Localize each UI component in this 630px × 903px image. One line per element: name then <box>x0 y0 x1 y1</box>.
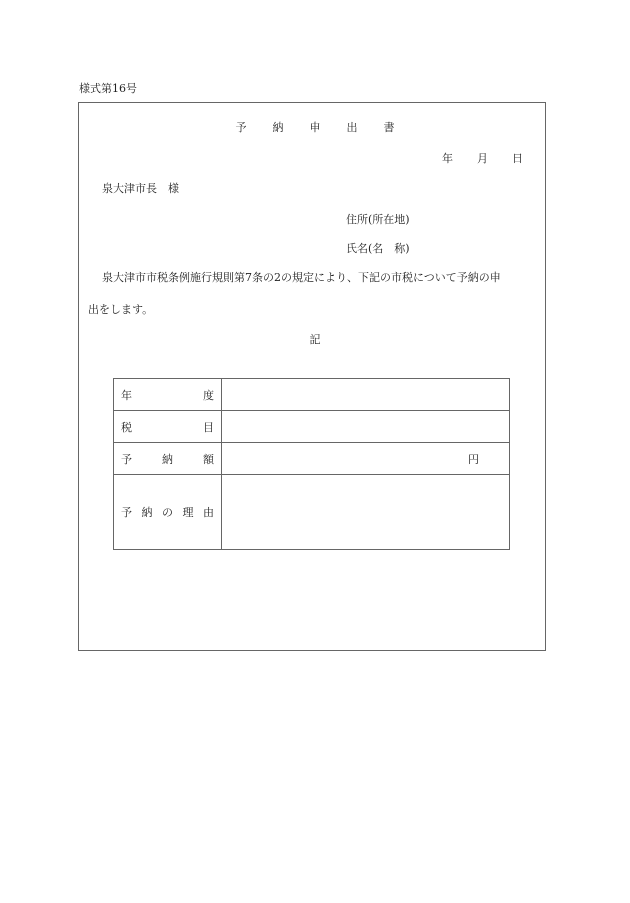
name-label: 氏名(名 称) <box>346 242 410 255</box>
title-char: 申 <box>309 121 321 134</box>
label-char: の <box>162 506 173 519</box>
details-table <box>113 378 510 550</box>
table-row-prepay-amount <box>114 443 510 475</box>
label-char: 由 <box>203 506 214 519</box>
title-char: 出 <box>346 121 358 134</box>
label-char: 年 <box>121 388 132 402</box>
row-label <box>114 379 222 411</box>
label-char: 目 <box>203 420 214 434</box>
form-number: 様式第16号 <box>79 82 137 95</box>
row-label <box>114 475 222 550</box>
table-row-fiscal-year <box>114 379 510 411</box>
form-title <box>0 122 630 133</box>
addressee: 泉大津市長 様 <box>102 182 179 195</box>
label-char: 額 <box>203 452 214 466</box>
title-char: 予 <box>235 121 247 134</box>
prepay-amount-field[interactable]: 円 <box>222 443 510 475</box>
label-char: 予 <box>121 506 132 519</box>
fiscal-year-field[interactable] <box>222 379 510 411</box>
tax-item-field[interactable] <box>222 411 510 443</box>
label-char: 予 <box>121 452 132 466</box>
table-row-prepay-reason <box>114 475 510 550</box>
title-char: 書 <box>383 121 395 134</box>
date-month-label: 月 <box>477 152 488 165</box>
table-row-tax-item <box>114 411 510 443</box>
label-char: 納 <box>162 452 173 466</box>
label-char: 理 <box>182 506 194 519</box>
body-text-line-2: 出をします。 <box>88 303 154 316</box>
prepay-reason-field[interactable] <box>222 475 510 550</box>
row-label <box>114 443 222 475</box>
date-year-label: 年 <box>442 152 453 165</box>
date-day-label: 日 <box>512 152 523 165</box>
body-text-line-1: 泉大津市市税条例施行規則第7条の2の規定により、下記の市税について予納の申 <box>102 271 501 284</box>
address-label: 住所(所在地) <box>346 213 410 226</box>
label-char: 納 <box>141 506 153 519</box>
title-char: 納 <box>272 121 284 134</box>
label-char: 税 <box>121 420 132 434</box>
ki-heading: 記 <box>309 333 321 346</box>
label-char: 度 <box>203 388 214 402</box>
date-field <box>442 153 547 164</box>
row-label <box>114 411 222 443</box>
